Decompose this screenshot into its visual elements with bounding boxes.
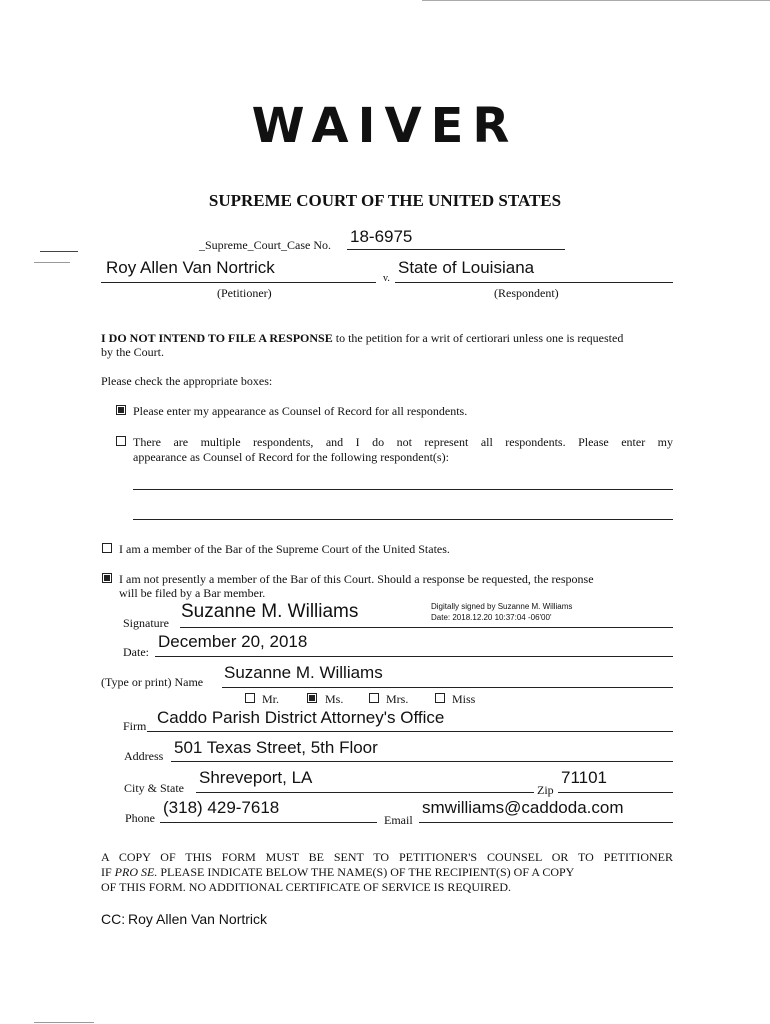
statement-line2: by the Court. bbox=[101, 345, 164, 359]
title-miss-label: Miss bbox=[452, 692, 476, 706]
email-label: Email bbox=[384, 813, 413, 827]
option-multiple-line2: appearance as Counsel of Record for the following respondent(s): bbox=[133, 450, 449, 464]
notice-line3: OF THIS FORM. NO ADDITIONAL CERTIFICATE OF SERVICE IS REQUIRED. bbox=[101, 880, 512, 894]
checkbox-bar-member[interactable] bbox=[102, 543, 112, 553]
petitioner-name[interactable]: Roy Allen Van Nortrick bbox=[106, 258, 275, 277]
address-label: Address bbox=[124, 749, 164, 763]
address-value[interactable]: 501 Texas Street, 5th Floor bbox=[174, 738, 378, 757]
date-label: Date: bbox=[123, 645, 149, 659]
firm-label: Firm bbox=[123, 719, 147, 733]
option-appearance-all-text: Please enter my appearance as Counsel of Record for all respondents. bbox=[133, 404, 468, 418]
checkbox-multiple-respondents[interactable] bbox=[116, 436, 126, 446]
statement-bold: I DO NOT INTEND TO FILE A RESPONSE bbox=[101, 331, 333, 345]
title-mr-label: Mr. bbox=[262, 692, 280, 706]
title-ms-label: Ms. bbox=[325, 692, 344, 706]
city-state-line bbox=[196, 792, 534, 793]
city-state-label: City & State bbox=[124, 781, 184, 795]
email-line bbox=[419, 822, 673, 823]
notice-line2 bbox=[101, 865, 673, 880]
phone-value[interactable]: (318) 429-7618 bbox=[163, 798, 280, 817]
option-not-member-line1: I am not presently a member of the Bar of this Court. Should a response be requested, the response bbox=[119, 572, 594, 586]
date-value[interactable]: December 20, 2018 bbox=[158, 632, 308, 651]
checkbox-title-mrs[interactable] bbox=[369, 693, 379, 703]
petitioner-label: (Petitioner) bbox=[217, 286, 272, 300]
respondent-label: (Respondent) bbox=[494, 286, 559, 300]
checkbox-title-ms[interactable] bbox=[307, 693, 317, 703]
option-not-member-line2: will be filed by a Bar member. bbox=[119, 586, 266, 600]
checkbox-not-member[interactable] bbox=[102, 573, 112, 583]
scan-artifact-mark bbox=[34, 1022, 94, 1023]
instruction-text: Please check the appropriate boxes: bbox=[101, 374, 273, 388]
option-multiple-line1: There are multiple respondents, and I do not represent all respondents. Please enter my bbox=[133, 435, 673, 449]
scan-artifact-mark bbox=[40, 251, 78, 252]
name-value[interactable]: Suzanne M. Williams bbox=[224, 663, 383, 682]
zip-line bbox=[558, 792, 673, 793]
title-mrs-label: Mrs. bbox=[386, 692, 409, 706]
checkbox-title-mr[interactable] bbox=[245, 693, 255, 703]
digital-signature-line1: Digitally signed by Suzanne M. Williams bbox=[431, 602, 573, 611]
address-line bbox=[171, 761, 673, 762]
respondent-line bbox=[395, 282, 673, 283]
signature-value[interactable]: Suzanne M. Williams bbox=[181, 601, 359, 622]
option-bar-member-text: I am a member of the Bar of the Supreme Court of the United States. bbox=[119, 542, 450, 556]
phone-line bbox=[160, 822, 377, 823]
case-number[interactable]: 18-6975 bbox=[350, 227, 413, 246]
document-title: WAIVER bbox=[251, 98, 519, 154]
firm-line bbox=[147, 731, 673, 732]
notice-line2-start: IF bbox=[101, 865, 115, 879]
statement-text bbox=[101, 331, 681, 346]
scan-artifact-mark bbox=[34, 262, 70, 263]
petitioner-line bbox=[101, 282, 376, 283]
notice-line1: A COPY OF THIS FORM MUST BE SENT TO PETITIONER'S COUNSEL OR TO PETITIONER bbox=[101, 850, 673, 864]
case-number-line bbox=[347, 249, 565, 250]
versus-label: v. bbox=[383, 273, 390, 284]
court-name: SUPREME COURT OF THE UNITED STATES bbox=[208, 191, 562, 210]
checkbox-appearance-all[interactable] bbox=[116, 405, 126, 415]
cc-label: CC: bbox=[101, 911, 126, 927]
cc-value[interactable]: Roy Allen Van Nortrick bbox=[128, 911, 268, 927]
phone-label: Phone bbox=[125, 811, 155, 825]
respondents-blank-line-1[interactable] bbox=[133, 489, 673, 490]
date-line bbox=[155, 656, 673, 657]
respondent-name[interactable]: State of Louisiana bbox=[398, 258, 535, 277]
name-line bbox=[222, 687, 673, 688]
signature-line bbox=[180, 627, 673, 628]
statement-rest: to the petition for a writ of certiorari unless one is requested bbox=[332, 331, 624, 345]
zip-value[interactable]: 71101 bbox=[561, 768, 608, 787]
checkbox-title-miss[interactable] bbox=[435, 693, 445, 703]
scan-artifact-line bbox=[422, 0, 770, 1]
city-state-value[interactable]: Shreveport, LA bbox=[199, 768, 313, 787]
zip-label: Zip bbox=[537, 783, 554, 797]
case-label: _Supreme_Court_Case No. bbox=[199, 238, 331, 252]
notice-pro-se: PRO SE. bbox=[114, 865, 158, 879]
firm-value[interactable]: Caddo Parish District Attorney's Office bbox=[157, 708, 445, 727]
respondents-blank-line-2[interactable] bbox=[133, 519, 673, 520]
digital-signature-line2: Date: 2018.12.20 10:37:04 -06'00' bbox=[431, 613, 552, 622]
signature-label: Signature bbox=[123, 616, 169, 630]
name-label: (Type or print) Name bbox=[101, 675, 204, 689]
notice-line2-end: PLEASE INDICATE BELOW THE NAME(S) OF THE RECIPIENT(S) OF A COPY bbox=[157, 865, 575, 879]
email-value[interactable]: smwilliams@caddoda.com bbox=[422, 798, 624, 817]
